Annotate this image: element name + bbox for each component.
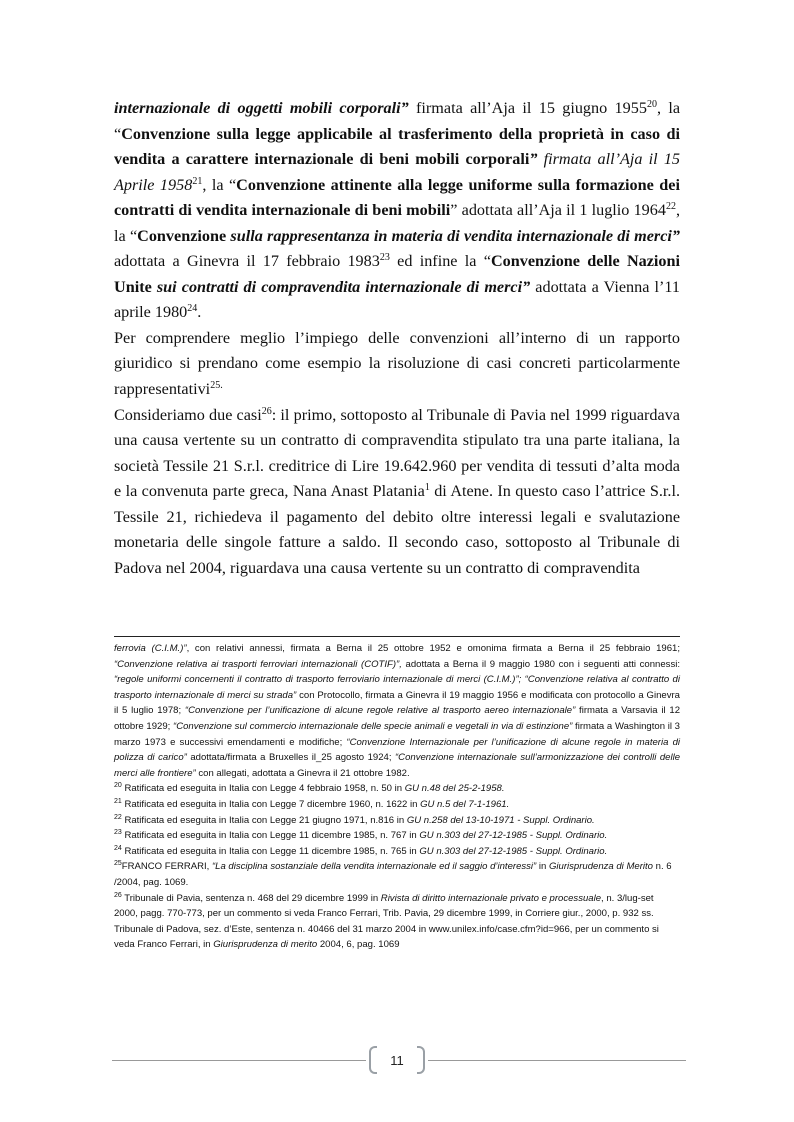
text-span: Tribunale di Pavia, sentenza n. 468 del 29 dicembre 1999 in [121,892,381,904]
text-span: . [197,303,202,322]
text-span: Consideriamo due casi [114,405,262,424]
text-span: Convenzione [137,226,227,245]
text-span: Convenzione attinente alla legge uniforme sulla formazione dei contratti di vendita internazionale di beni mobili [114,175,680,220]
footnote-1 [114,922,680,953]
text-span: GU n.5 del 7-1-1961. [420,798,510,810]
text-span: Convenzione sulla legge applicabile al trasferimento della proprietà in caso di vendita a carattere internazionale di beni mobili corporali [114,124,680,169]
footnote-ref[interactable]: 25. [210,380,223,392]
text-span: Ratificata ed eseguita in Italia con Legge 21 giugno 1971, n.816 in [121,814,407,826]
text-span: firmata all’Aja il 15 giugno 1955 [408,99,647,117]
text-span: Rivista di diritto internazionale privato e processuale [380,892,602,904]
text-span: firmata a Washington il 3 marzo 1973 e successivi emendamenti e modifiche; [114,720,680,748]
text-span: adottata a Vienna l’11 aprile 1980 [114,277,680,322]
footnote-number: 23 [114,829,122,837]
text-span: : il primo, sottoposto al Tribunale di Pavia nel 1999 riguardava una causa vertente su un contratto di compravendita stipulato tra una parte italiana, la società Tessile 21 S.r.l. creditrice di Lire 19.642.960 per vendita di tessuti d’alta moda e la convenuta parte greca, Nana Anast Platania [114,405,680,501]
footer-rule-left [112,1060,366,1061]
text-span: , n. 3/lug-set 2000, pagg. 770-773, per un commento si veda Franco Ferrari, Trib. Pavia, 29 dicembre 1999, in Corriere giur., 2000, p. 932 ss. [114,892,654,920]
text-span: “La disciplina sostanziale della vendita internazionale ed il saggio d’interessi” [211,861,537,873]
text-span: GU n.258 del 13-10-1971 - Suppl. Ordinario. [406,814,595,826]
footnote-24 [114,844,680,860]
text-span: Giurisprudenza di merito [213,939,318,951]
footnote-ref[interactable]: 24 [187,303,198,315]
text-span: , con relativi annessi, firmata a Berna il 25 ottobre 1952 e omonima firmata a Berna il 25 febbraio 1961; [186,643,680,654]
text-span: , la “ [202,175,237,194]
footnote-22 [114,813,680,829]
text-span: Tribunale di Padova, sez. d’Este, sentenza n. 40466 del 31 marzo 2004 in www.unilex.info/case.cfm?id=966, per un commento si veda Franco Ferrari, in [114,923,659,951]
footnote-number: 21 [114,797,122,805]
text-span: FRANCO FERRARI, [121,861,212,873]
text-span: GU n.48 del 25-2-1958. [404,783,505,795]
footnote-number: 24 [114,844,122,852]
footnote-number: 20 [114,782,122,790]
footnote-ref[interactable]: 21 [192,175,203,187]
body-text [114,96,680,581]
footer-rule-right [428,1060,686,1061]
footnote-25 [114,859,680,890]
text-span: “Convenzione Internazionale per l’unificazione di alcune regole in materia di polizza di carico” [114,736,680,764]
text-span: GU n.303 del 27-12-1985 - Suppl. Ordinario. [419,845,608,857]
text-span: Ratificata ed eseguita in Italia con Legge 11 dicembre 1985, n. 767 in [121,830,420,842]
text-span: internazionale di oggetti mobili corporali” [114,99,409,117]
footnote-ref[interactable]: 22 [665,201,676,213]
text-span: Ratificata ed eseguita in Italia con Legge 4 febbraio 1958, n. 50 in [121,783,405,795]
text-span: , la “ [114,99,681,143]
text-span: Ratificata ed eseguita in Italia con Legge 11 dicembre 1985, n. 765 in [121,845,420,857]
text-span: “Convenzione relativa ai trasporti ferroviari internazionali (COTIF)”, [114,658,402,670]
text-span: ” [529,150,538,169]
footnotes [114,641,680,953]
paragraph-two-cases [114,403,680,582]
footnote-20 [114,781,680,797]
text-span: di Atene. In questo caso l’attrice S.r.l. Tessile 21, richiedeva il pagamento del debito oltre interessi legali e svalutazione monetaria delle singole fatture a saldo. Il secondo caso, sottoposto al Tribunale di Padova nel 2004, riguardava una causa vertente su un contratto di compravendita [114,482,680,577]
footnote-ref[interactable]: 26 [261,405,272,417]
text-span: ” adottata all’Aja il 1 luglio 1964 [450,201,666,220]
footnote-ref[interactable]: 1 [424,482,430,494]
text-span: Ratificata ed eseguita in Italia con Legge 7 dicembre 1960, n. 1622 in [121,798,421,810]
text-span: 2004, 6, pag. 1069 [317,939,400,951]
footnote-number: 22 [114,813,122,821]
text-span: GU n.303 del 27-12-1985 - Suppl. Ordinario. [419,830,608,842]
text-span: Convenzione delle Nazioni Unite [114,252,681,296]
text-span: con allegati, adottata a Ginevra il 21 ottobre 1982. [195,767,410,779]
text-span: adottata a Ginevra il 17 febbraio 1983 [114,252,380,271]
footnote-26 [114,891,680,922]
text-span: adottata/firmata a Bruxelles il_25 agosto 1924; [186,752,395,764]
text-span: adottata a Berna il 9 maggio 1980 con i seguenti atti connessi: [401,658,680,670]
text-span: “Convenzione per l’unificazione di alcune regole relative al trasporto aereo internazionale” [184,705,576,717]
text-span: Per comprendere meglio l’impiego delle convenzioni all’interno di un rapporto giuridico si prendano come esempio la risoluzione di casi concreti particolarmente rappresentativi [114,328,680,399]
text-span: ed infine la “ [389,252,491,271]
footnote-continued [114,641,680,781]
text-span: firmata all’Aja il 15 Aprile 1958 [114,150,681,194]
page-number: 11 [390,1052,404,1068]
footnote-23 [114,828,680,844]
text-span: ferrovia (C.I.M.)” [114,643,187,654]
text-span: con Protocollo, firmata a Ginevra il 19 maggio 1956 e modificata con protocollo a Ginevra il 5 luglio 1978; [114,689,680,717]
text-span: “regole uniformi concernenti il contratto di trasporto ferroviario internazionale di merci (C.I.M.)”; “Convenzione relativa al contratto di trasporto internazionale di merci su strada” [114,674,680,701]
text-span: Giurisprudenza di Merito [548,861,653,873]
footnote-number: 25 [114,860,122,868]
text-span: sulla rappresentanza in materia di vendita internazionale di merci” [226,226,680,245]
footnote-21 [114,797,680,813]
text-span: “Convenzione sul commercio internazionale delle specie animali e vegetali in via di estinzione” [173,720,573,732]
text-span: , la “ [114,201,680,245]
text-span: n. 6 /2004, pag. 1069. [114,861,672,888]
text-span: “Convenzione internazionale sull’armonizzazione dei controlli delle merci alle frontiere” [114,752,680,779]
text-span: sui contratti di compravendita internazionale di merci” [151,277,531,296]
text-span: firmata a Varsavia il 12 ottobre 1929; [114,705,681,732]
footnote-separator [114,636,680,637]
text-span: in [536,861,549,873]
footnote-ref[interactable]: 23 [379,252,390,264]
paragraph-conventions [114,96,680,326]
footnote-number: 26 [114,891,122,899]
footnote-ref[interactable]: 20 [646,99,657,110]
paragraph-intro-cases [114,326,680,403]
